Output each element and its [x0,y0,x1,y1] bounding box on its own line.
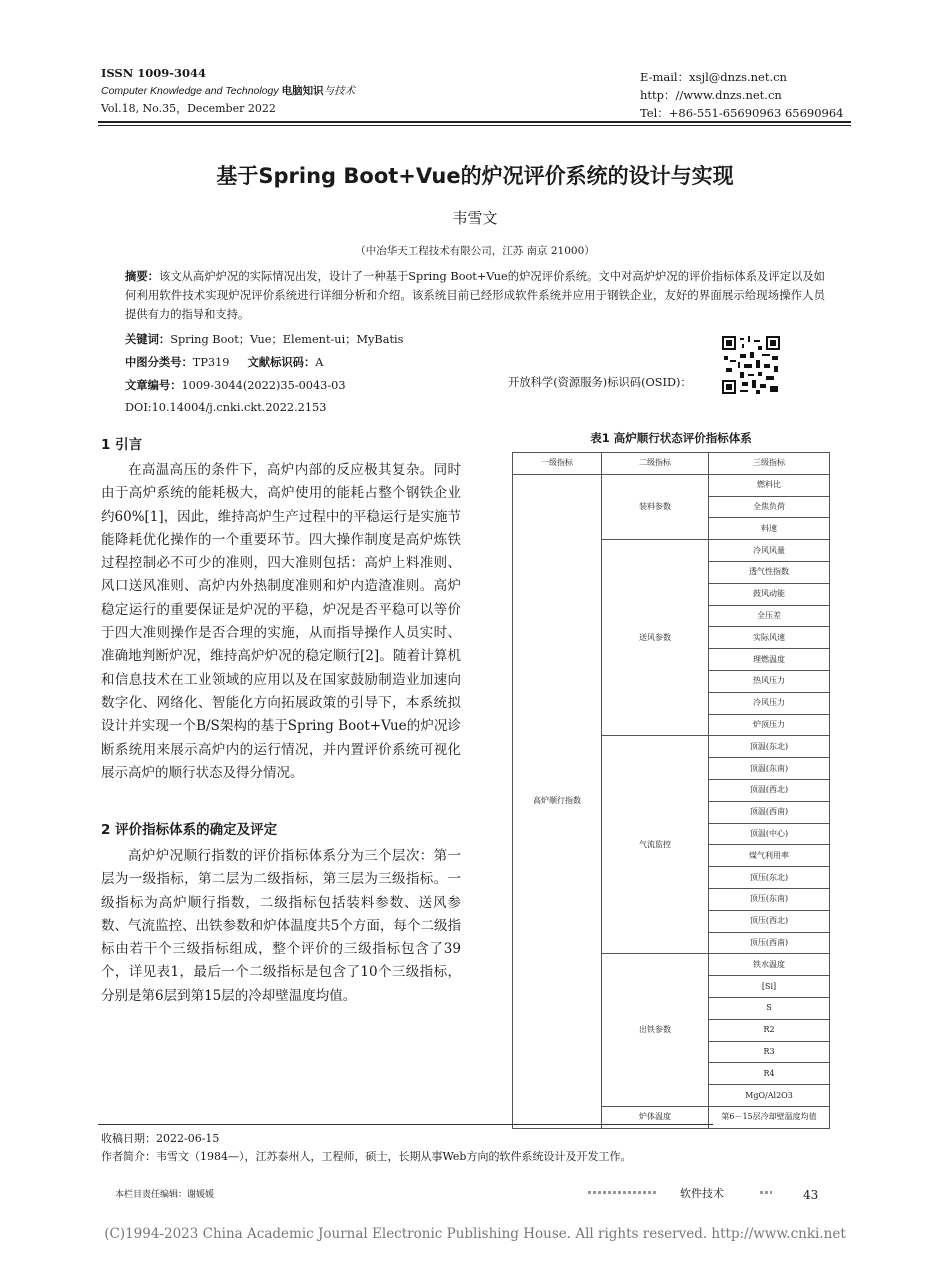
section-1-heading: 1 引言 [101,437,143,453]
copyright-watermark: (C)1994-2023 China Academic Journal Electronic Publishing House. All rights reserved. http://www.cnki.net [104,1226,846,1242]
table-level3-cell: 顶温(中心) [709,823,830,845]
table-level3-cell: 全压差 [709,605,830,627]
table-level3-cell: 顶温(西南) [709,801,830,823]
section-2-heading: 2 评价指标体系的确定及评定 [101,822,278,838]
osid-qr-code [722,336,780,394]
section-name: 软件技术 [680,1187,724,1200]
table-level3-cell: 冷风压力 [709,692,830,714]
table-level3-cell: 实际风速 [709,627,830,649]
table-level3-cell: 鼓风动能 [709,583,830,605]
abstract-text: 该文从高炉炉况的实际情况出发，设计了一种基于Spring Boot+Vue的炉况评价系统。文中对高炉炉况的评价指标体系及评定以及如何利用软件技术实现炉况评价系统进行详细分析和介绍。该系统目前已经形成软件系统并应用于钢铁企业，友好的界面展示给现场操作人员提供有力的指导和支持。 [125,270,825,321]
paper-author: 韦雪文 [452,209,498,227]
table-level3-cell: R3 [709,1041,830,1063]
table-level3-cell: 顶温(东南) [709,758,830,780]
table-level1-cell: 高炉顺行指数 [513,474,602,1128]
journal-name [101,82,355,100]
paper-title: 基于Spring Boot+Vue的炉况评价系统的设计与实现 [216,164,734,188]
table-level3-cell: 第6－15层冷却壁温度均值 [709,1106,830,1128]
clc-label: 中图分类号： [125,356,193,369]
column-editor: 本栏目责任编辑：谢媛媛 [115,1190,215,1200]
journal-name-cn: 电脑知识 [281,85,324,97]
table-level3-cell: R4 [709,1063,830,1085]
footer-dots-left [588,1191,656,1194]
author-bio: 作者简介：韦雪文（1984—），江苏泰州人，工程师，硕士，长期从事Web方向的软件系统设计及开发工作。 [101,1150,632,1163]
journal-website: http：//www.dnzs.net.cn [640,88,782,102]
abstract [125,267,825,324]
page-number: 43 [803,1188,819,1202]
doc-code-label: 文献标识码： [247,356,316,369]
table-header-cell: 一级指标 [513,453,602,475]
table-level3-cell: 顶温(西北) [709,779,830,801]
table-level2-cell: 装料参数 [602,474,709,539]
article-number-label: 文章编号： [125,379,182,392]
table-level3-cell: 顶压(西北) [709,910,830,932]
table-level3-cell: [Si] [709,976,830,998]
table-level3-cell: 顶压(西南) [709,932,830,954]
header-rule [98,121,851,123]
table-level3-cell: S [709,997,830,1019]
table-header-cell: 二级指标 [602,453,709,475]
table-level3-cell: 煤气利用率 [709,845,830,867]
table-level3-cell: 料速 [709,518,830,540]
author-affiliation: （中冶华天工程技术有限公司，江苏 南京 21000） [355,245,595,257]
table-level3-cell: 热风压力 [709,670,830,692]
abstract-label: 摘要： [125,270,159,283]
section-2-text: 高炉炉况顺行指数的评价指标体系分为三个层次：第一层为一级指标，第二层为二级指标，第三层为三级指标。一级指标为高炉顺行指数，二级指标包括装料参数、送风参数、气流监控、出铁参数和炉体温度共5个方面，每个二级指标由若干个三级指标组成，整个评价的三级指标包含了39个，详见表1，最后一个二级指标是包含了10个三级指标，分别是第6层到第15层的冷却壁温度均值。 [101,848,461,1004]
table-caption: 表1 高炉顺行状态评价指标体系 [590,431,752,445]
journal-email: E-mail：xsjl@dnzs.net.cn [640,70,787,84]
journal-header-left [101,64,355,118]
table-header-row [513,453,830,475]
journal-name-cn-suffix: 与技术 [323,85,356,97]
indicator-table [512,452,830,1129]
keywords [125,330,403,349]
clc-value: TP319 [192,356,230,369]
journal-name-en: Computer Knowledge and Technology [101,85,279,97]
article-number-value: 1009-3044(2022)35-0043-03 [181,379,346,392]
table-level3-cell: 全焦负荷 [709,496,830,518]
table-level3-cell: 炉顶压力 [709,714,830,736]
received-date: 收稿日期：2022-06-15 [101,1132,220,1145]
doi: DOI:10.14004/j.cnki.ckt.2022.2153 [125,401,327,414]
section-1-text: 在高温高压的条件下，高炉内部的反应极其复杂。同时由于高炉系统的能耗极大，高炉使用的能耗占整个钢铁企业约60%[1]，因此，维持高炉生产过程中的平稳运行是实施节能降耗优化操作的一个重要环节。四大操作制度是高炉炼铁过程控制必不可少的准则，四大准则包括：高炉上料准则、风口送风准则、高炉内外热制度准则和炉内造渣准则。高炉稳定运行的重要保证是炉况的平稳，炉况是否平稳可以等价于四大准则操作是否合理的实施，从而指导操作人员实时、准确地判断炉况，维持高炉炉况的稳定顺行[2]。随着计算机和信息技术在工业领域的应用以及在国家鼓励制造业加速向数字化、网络化、智能化方向拓展政策的引导下，本系统拟设计并实现一个B/S架构的基于Spring Boot+Vue的炉况诊断系统用来展示高炉内的运行情况，并内置评价系统可视化展示高炉的顺行状态及得分情况。 [101,462,461,781]
table-level3-cell: MgO/Al2O3 [709,1085,830,1107]
keywords-label: 关键词： [125,333,171,346]
table-header-cell: 三级指标 [709,453,830,475]
table-level2-cell: 送风参数 [602,540,709,736]
keywords-text: Spring Boot；Vue；Element-ui；MyBatis [170,333,404,346]
table-level3-cell: 透气性指数 [709,561,830,583]
doc-code-value: A [315,356,324,369]
issn: ISSN 1009-3044 [101,66,207,80]
table-level3-cell: 顶压(东北) [709,867,830,889]
journal-phone: Tel：+86-551-65690963 65690964 [640,106,844,120]
table-level3-cell: 理燃温度 [709,649,830,671]
table-level3-cell: 顶压(东南) [709,888,830,910]
header-rule-thin [98,125,851,126]
classification [125,353,323,372]
table-row [513,474,830,496]
table-level3-cell: 顶温(东北) [709,736,830,758]
table-level2-cell: 气流监控 [602,736,709,954]
volume-info: Vol.18, No.35，December 2022 [101,102,276,115]
osid-label: 开放科学(资源服务)标识码(OSID)： [508,376,692,389]
footnote-rule [98,1124,713,1125]
table-level3-cell: 冷风风量 [709,540,830,562]
table-level3-cell: R2 [709,1019,830,1041]
table-level2-cell: 出铁参数 [602,954,709,1107]
journal-header-right [640,68,843,122]
table-level2-cell: 炉体温度 [602,1106,709,1128]
article-number [125,376,346,395]
table-level3-cell: 燃料比 [709,474,830,496]
footer-dots-right [760,1191,772,1194]
table-level3-cell: 铁水温度 [709,954,830,976]
